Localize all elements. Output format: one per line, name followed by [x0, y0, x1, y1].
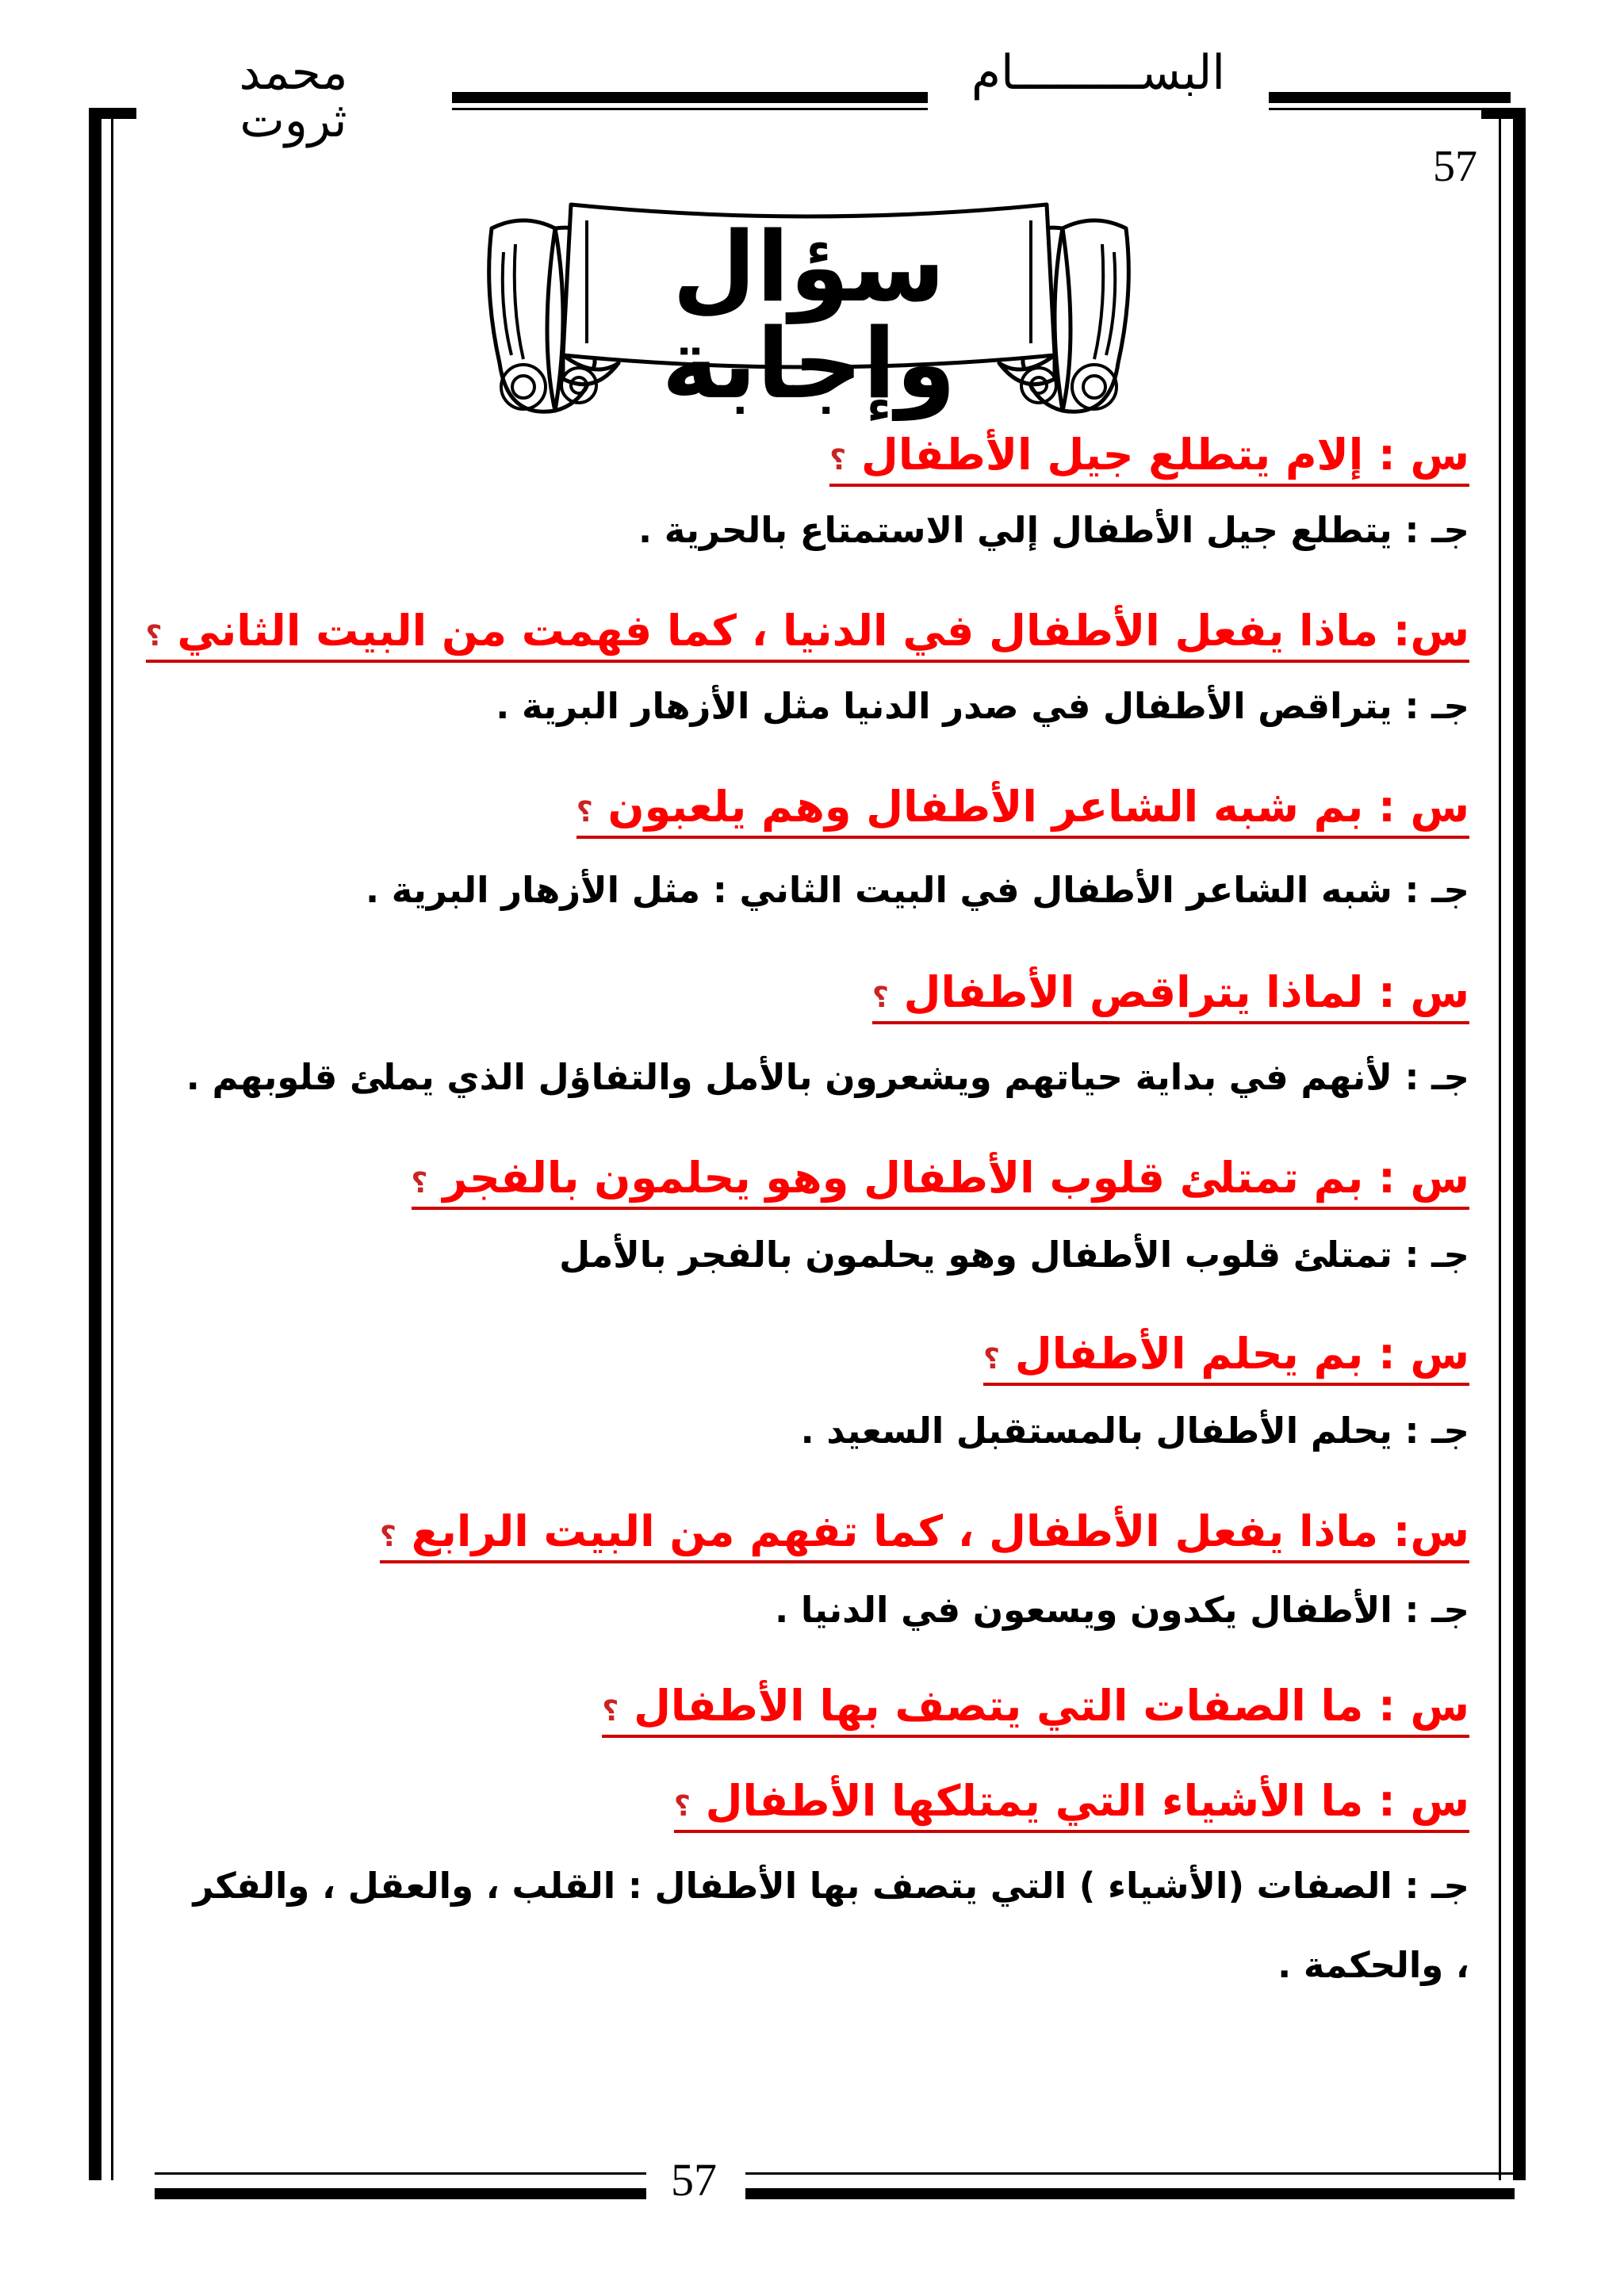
- answer-text: شبه الشاعر الأطفال في البيت الثاني : مثل الأزهار البرية .: [365, 869, 1392, 911]
- question-line: [983, 1327, 1469, 1386]
- header-rule: [1269, 92, 1511, 103]
- banner-title: سؤال وإجابة: [661, 211, 956, 420]
- header-rule: [452, 92, 928, 103]
- question-prefix: س:: [1392, 606, 1469, 656]
- header-rule-thin: [452, 108, 928, 110]
- answer-prefix: جـ :: [1404, 1589, 1469, 1631]
- answer-line: [496, 683, 1469, 730]
- answer-prefix: جـ :: [1404, 1865, 1469, 1907]
- question-mark: ؟: [379, 1521, 396, 1553]
- question-prefix: س :: [1378, 430, 1469, 480]
- question-mark: ؟: [673, 1790, 691, 1823]
- answer-line: [1277, 1942, 1469, 1989]
- frame-left-thin: [111, 119, 113, 2180]
- frame-right-thin: [1499, 119, 1501, 2180]
- question-text: ما الصفات التي يتصف بها الأطفال: [634, 1681, 1364, 1731]
- question-prefix: س :: [1378, 1329, 1469, 1379]
- answer-prefix: جـ :: [1404, 1056, 1469, 1098]
- answer-text: الأطفال يكدون ويسعون في الدنيا .: [775, 1589, 1392, 1631]
- answer-line: [559, 1232, 1469, 1279]
- footer-rule-thin: [155, 2172, 646, 2175]
- answer-text: تمتلئ قلوب الأطفال وهو يحلمون بالفجر بالأمل: [559, 1234, 1392, 1276]
- question-text: ما الأشياء التي يمتلكها الأطفال: [705, 1776, 1364, 1826]
- footer-rule: [155, 2188, 646, 2199]
- author-name: محمد ثروت: [239, 45, 348, 148]
- answer-line: [193, 1863, 1469, 1910]
- scroll-banner: [468, 181, 1150, 434]
- answer-text: ، والحكمة .: [1277, 1944, 1469, 1986]
- question-prefix: س :: [1378, 1681, 1469, 1731]
- question-text: بم يحلم الأطفال: [1014, 1329, 1364, 1379]
- question-line: [380, 1505, 1469, 1563]
- question-text: بم شبه الشاعر الأطفال وهم يلعبون: [607, 782, 1364, 832]
- question-line: [576, 780, 1469, 839]
- book-title: البســـــــــام: [971, 45, 1226, 101]
- frame-top-left: [89, 108, 136, 119]
- question-mark: ؟: [871, 982, 889, 1014]
- question-text: بم تمتلئ قلوب الأطفال وهو يحلمون بالفجر: [442, 1153, 1364, 1203]
- question-mark: ؟: [145, 620, 163, 652]
- question-mark: ؟: [602, 1695, 619, 1728]
- answer-text: يتطلع جيل الأطفال إلي الاستمتاع بالحرية .: [638, 509, 1392, 551]
- question-prefix: س :: [1378, 967, 1469, 1017]
- answer-text: يتراقص الأطفال في صدر الدنيا مثل الأزهار البرية .: [496, 685, 1392, 727]
- footer-rule: [745, 2188, 1515, 2199]
- answer-prefix: جـ :: [1404, 685, 1469, 727]
- question-text: إلام يتطلع جيل الأطفال: [860, 430, 1364, 480]
- question-line: [674, 1774, 1469, 1833]
- frame-top-right: [1481, 108, 1526, 119]
- answer-line: [801, 1408, 1469, 1455]
- frame-left-thick: [89, 119, 102, 2180]
- answer-line: [366, 867, 1469, 914]
- question-text: ماذا يفعل الأطفال ، كما تفهم من البيت الرابع: [411, 1506, 1379, 1556]
- question-line: [602, 1679, 1469, 1738]
- question-mark: ؟: [411, 1167, 428, 1200]
- header-rule-thin: [1269, 108, 1511, 110]
- question-prefix: س :: [1378, 1153, 1469, 1203]
- question-text: ماذا يفعل الأطفال في الدنيا ، كما فهمت من البيت الثاني: [177, 606, 1379, 656]
- question-prefix: س :: [1378, 782, 1469, 832]
- answer-text: يحلم الأطفال بالمستقبل السعيد .: [800, 1410, 1392, 1452]
- answer-prefix: جـ :: [1404, 1234, 1469, 1276]
- question-mark: ؟: [576, 796, 593, 828]
- answer-line: [638, 507, 1469, 554]
- answer-text: الصفات (الأشياء ) التي يتصف بها الأطفال : القلب ، والعقل ، والفكر: [193, 1865, 1392, 1907]
- footer-rule-thin: [745, 2172, 1515, 2175]
- question-line: [412, 1151, 1469, 1210]
- page-number-bottom: 57: [671, 2154, 717, 2206]
- question-line: [146, 604, 1469, 663]
- answer-prefix: جـ :: [1404, 1410, 1469, 1452]
- answer-text: لأنهم في بداية حياتهم ويشعرون بالأمل والتفاؤل الذي يملئ قلوبهم .: [186, 1056, 1392, 1098]
- question-mark: ؟: [983, 1343, 1001, 1376]
- question-text: لماذا يتراقص الأطفال: [903, 967, 1364, 1017]
- answer-line: [186, 1054, 1469, 1101]
- answer-line: [775, 1587, 1469, 1634]
- answer-prefix: جـ :: [1404, 509, 1469, 551]
- frame-right-thick: [1513, 119, 1526, 2180]
- question-line: [829, 428, 1469, 487]
- question-line: [872, 966, 1469, 1024]
- question-mark: ؟: [829, 444, 847, 476]
- question-prefix: س:: [1392, 1506, 1469, 1556]
- page-number-top: 57: [1433, 142, 1477, 191]
- question-prefix: س :: [1378, 1776, 1469, 1826]
- answer-prefix: جـ :: [1404, 869, 1469, 911]
